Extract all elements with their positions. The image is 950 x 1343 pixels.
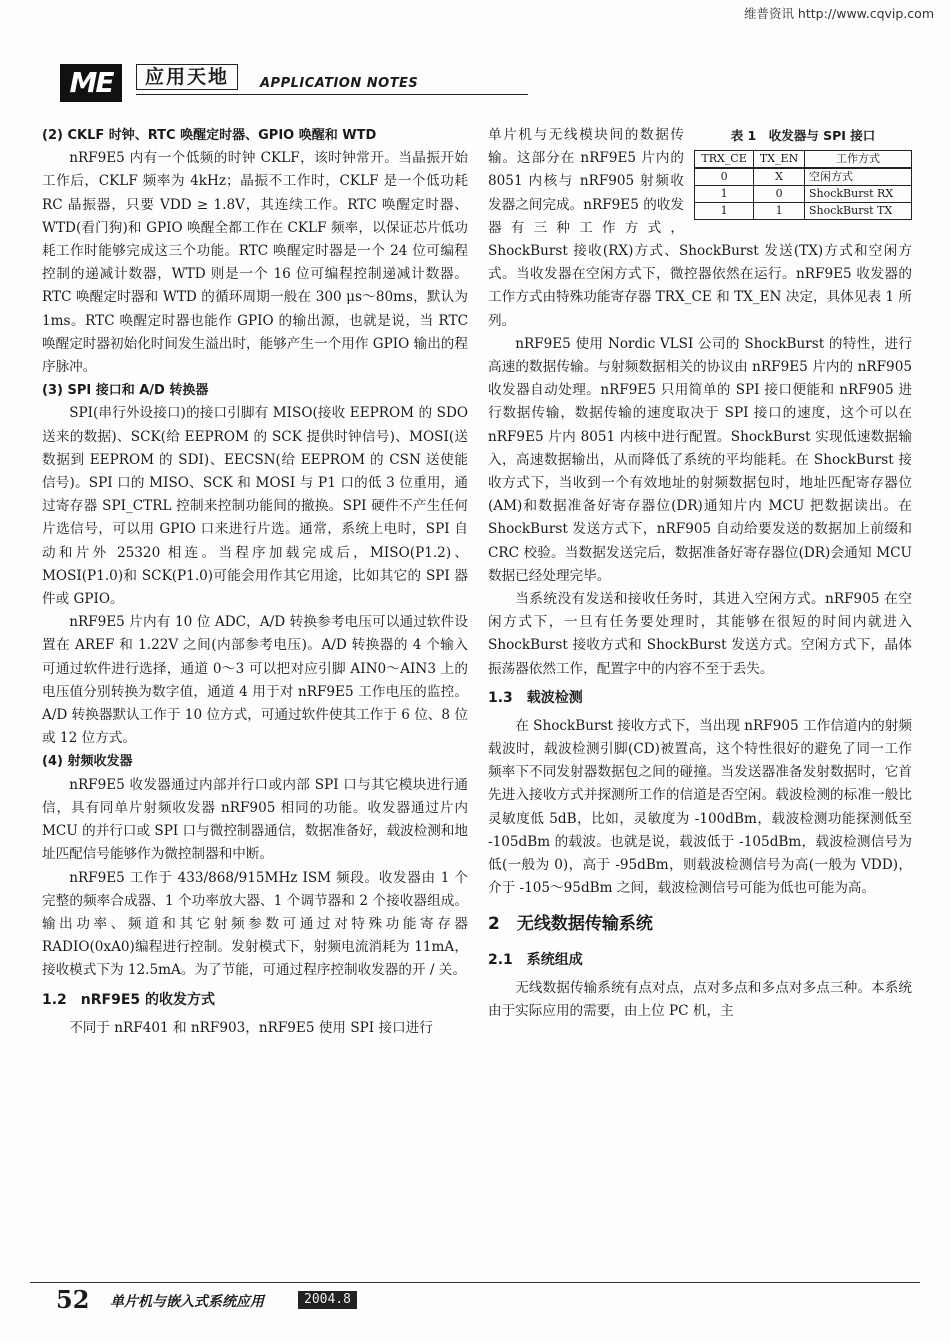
page-number: 52 xyxy=(56,1285,90,1314)
paragraph-clock: nRF9E5 内有一个低频的时钟 CKLF，该时钟常开。当晶振开始工作后，CKLF 频率为 4kHz；晶振不工作时，CKLF 是一个低功耗 RC 晶振器，只要 VDD ≥ 1.8V，其连续工作。RTC 唤醒定时器、WTD(看门狗)和 GPIO 唤醒全都工作在 CKLF 频率，以保证芯片低功耗工作时能够完成这三个功能。RTC 唤醒定时器是一个 24 位可编程控制的递减计数器，WTD 则是一个 16 位可编程控制递减计数器。RTC 唤醒定时器和 WTD 的循环周期一般在 300 μs～80ms，默认为 1ms。RTC 唤醒定时器也能作 GPIO 的输出源，也就是说，当 RTC 唤醒定时器初始化时间发生溢出时，能够产生一个用作 GPIO 输出的程序脉冲。 xyxy=(42,150,468,376)
paragraph-1-2-start: 不同于 nRF401 和 nRF903，nRF9E5 使用 SPI 接口进行 xyxy=(69,1019,433,1036)
issue-date: 2004.8 xyxy=(298,1291,357,1309)
heading-1-2: 1.2 nRF9E5 的收发方式 xyxy=(42,991,216,1008)
mode-table xyxy=(694,150,912,220)
header-rule xyxy=(136,94,528,95)
paragraph-spi: SPI(串行外设接口)的接口引脚有 MISO(接收 EEPROM 的 SDO 送来的数据)、SCK(给 EEPROM 的 SCK 提供时钟信号)、MOSI(送数据到 EEPROM 的 SDI)、EECSN(给 EEPROM 的 CSN 送使能信号)。SPI 口的 MISO、SCK 和 MOSI 与 P1 口的低 3 位重用，通过寄存器 SPI_CTRL 控制来控制功能间的撤换。SPI 硬件不产生任何片选信号，可以用 GPIO 口来进行片选。通常，系统上电时，SPI 自动和片外 25320 相连。当程序加载完成后，MISO(P1.2)、MOSI(P1.0)和 SCK(P1.0)可能会用作其它用途，比如其它的 SPI 器件或 GPIO。 xyxy=(42,405,468,608)
page-header xyxy=(60,60,460,104)
table-cell: X xyxy=(754,168,805,186)
heading-spi-adc: (3) SPI 接口和 A/D 转换器 xyxy=(42,383,209,399)
paragraph-rf-2: nRF9E5 工作于 433/868/915MHz ISM 频段。收发器由 1 个完整的频率合成器、1 个功率放大器、1 个调节器和 2 个接收器组成。输出功率、频道和其它射频参数可通过对特殊功能寄存器 RADIO(0xA0)编程进行控制。发射模式下，射频电流消耗为 11mA，接收模式下为 12.5mA。为了节能，可通过程序控制收发器的开 / 关。 xyxy=(42,869,468,979)
table-cell: 0 xyxy=(695,168,754,186)
watermark-text: 维普资讯 http://www.cqvip.com xyxy=(743,6,934,21)
table-caption: 表 1 收发器与 SPI 接口 xyxy=(730,128,876,143)
table-row xyxy=(695,203,912,220)
table-header-cell: TRX_CE xyxy=(695,151,754,169)
heading-clock: (2) CKLF 时钟、RTC 唤醒定时器、GPIO 唤醒和 WTD xyxy=(42,128,377,143)
table-header-cell: 工作方式 xyxy=(804,151,911,169)
page-footer xyxy=(30,1282,920,1323)
table-cell: ShockBurst RX xyxy=(804,186,911,203)
table-cell: 0 xyxy=(754,186,805,203)
table-row xyxy=(695,168,912,186)
heading-2: 2 无线数据传输系统 xyxy=(488,913,653,934)
paragraph-shockburst: nRF9E5 使用 Nordic VLSI 公司的 ShockBurst 的特性，进行高速的数据传输。与射频数据相关的协议由 nRF9E5 片内的 nRF905 收发器自动处理。nRF9E5 只用简单的 SPI 接口便能和 nRF905 进行数据传输，数据传输的速度取决于 SPI 接口的速度，这个可以在 nRF9E5 片内 8051 内核中进行配置。ShockBurst 实现低速数据输入，高速数据输出，从而降低了系统的平均能耗。在 ShockBurst 接收方式下，当收到一个有效地址的射频数据包时，地址匹配寄存器位(AM)和数据准备好寄存器位(DR)通知片内 MCU 把数据读出。在 ShockBurst 发送方式下，nRF905 自动给要发送的数据加上前缀和 CRC 校验。当数据发送完后，数据准备好寄存器位(DR)会通知 MCU 数据已经处理完毕。 xyxy=(488,335,912,584)
paragraph-carrier-detect: 在 ShockBurst 接收方式下，当出现 nRF905 工作信道内的射频载波时，载波检测引脚(CD)被置高，这个特性很好的避免了同一工作频率下不同发射器数据包之间的碰撞。当发送器准备发射数据时，它首先进入接收方式并探测所工作的信道是否空闲。载波检测的标准一般比灵敏度低 5dB，比如，灵敏度为 -100dBm，载波检测功能探测低至 -105dBm 的载波。也就是说，载波低于 -105dBm，载波检测信号为低(一般为 0)，高于 -95dBm，则载波检测信号为高(一般为 VDD)，介于 -105～95dBm 之间，载波检测信号可能为低也可能为高。 xyxy=(488,717,912,897)
left-column xyxy=(42,124,468,1040)
table-cell: 1 xyxy=(695,186,754,203)
paragraph-rf-1: nRF9E5 收发器通过内部并行口或内部 SPI 口与其它模块进行通信，具有同单片射频收发器 nRF905 相同的功能。收发器通过片内 MCU 的并行口或 SPI 口与微控制器通信，数据准备好，载波检测和地址匹配信号能够作为微控制器和中断。 xyxy=(42,776,469,863)
section-title-cn: 应用天地 xyxy=(136,64,238,90)
table-1 xyxy=(694,126,912,220)
table-row xyxy=(695,186,912,203)
table-cell: ShockBurst TX xyxy=(804,203,911,220)
paragraph-adc: nRF9E5 片内有 10 位 ADC，A/D 转换参考电压可以通过软件设置在 AREF 和 1.22V 之间(内部参考电压)。A/D 转换器的 4 个输入可通过软件进行选择，通道 0～3 可以把对应引脚 AIN0～AIN3 上的电压值分别转换为数字值，通道 4 用于对 nRF9E5 工作电压的监控。A/D 转换器默认工作于 10 位方式，可通过软件使其工作于 6 位、8 位或 12 位方式。 xyxy=(42,614,468,747)
table-cell: 空闲方式 xyxy=(804,168,911,186)
magazine-logo: ME xyxy=(60,64,122,102)
section-title-en: APPLICATION NOTES xyxy=(260,76,419,91)
paragraph-1-2-cont: 单片机与无线模块间的数据传输。这部分在 nRF9E5 片内的 8051 内核与 nRF905 射频收发器之间完成。nRF9E5 的收发器有三种工作方式，ShockBurst 接收(RX)方式、ShockBurst 发送(TX)方式和空闲方式。当收发器在空闲方式下，微控器依然在运行。nRF9E5 收发器的工作方式由特殊功能寄存器 TRX_CE 和 TX_EN 决定，具体见表 1 所列。 xyxy=(488,127,912,329)
journal-name: 单片机与嵌入式系统应用 xyxy=(110,1294,264,1310)
heading-2-1: 2.1 系统组成 xyxy=(488,951,583,968)
paragraph-idle: 当系统没有发送和接收任务时，其进入空闲方式。nRF905 在空闲方式下，一旦有任务要处理时，其能够在很短的时间内就进入 ShockBurst 接收方式和 ShockBurst 发送方式。空闲方式下，晶体振荡器依然工作，配置字中的内容不至于丢失。 xyxy=(488,591,912,677)
table-cell: 1 xyxy=(695,203,754,220)
paragraph-2-1: 无线数据传输系统有点对点，点对多点和多点对多点三种。本系统由于实际应用的需要，由上位 PC 机，主 xyxy=(488,979,912,1019)
heading-rf: (4) 射频收发器 xyxy=(42,754,133,770)
heading-1-3: 1.3 载波检测 xyxy=(488,689,583,706)
right-column xyxy=(488,124,912,1023)
table-cell: 1 xyxy=(754,203,805,220)
table-header-cell: TX_EN xyxy=(754,151,805,169)
